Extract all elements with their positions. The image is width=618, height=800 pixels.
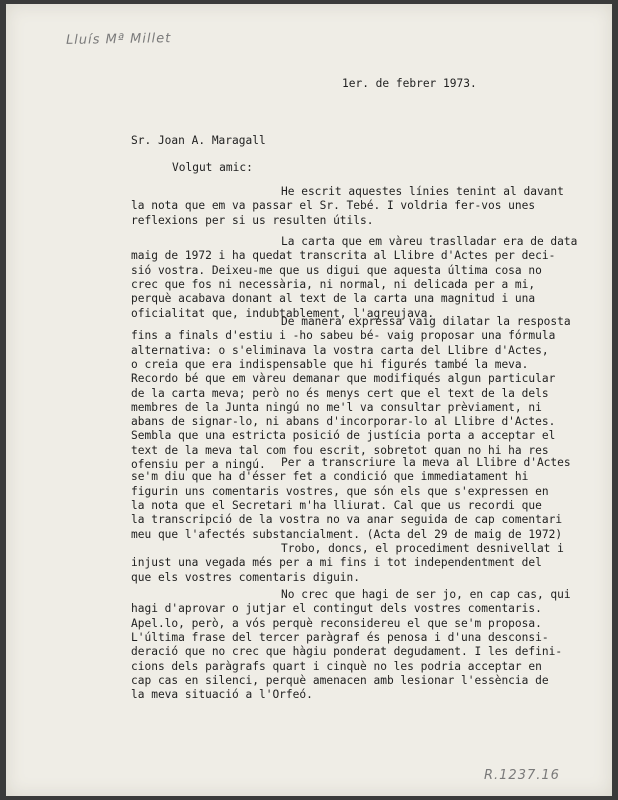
text-line: Per a transcriure la meva al Llibre d'Actes <box>281 456 571 469</box>
text-line: la transcripció de la vostra no va anar seguida de cap comentari <box>131 513 563 527</box>
text-line: ofensiu per a ningú. <box>131 458 266 471</box>
text-line: Recordo bé que em vàreu demanar que modifiqués algun particular <box>131 372 556 386</box>
text-line: No crec que hagi de ser jo, en cap cas, qui <box>281 588 571 601</box>
text-line: reflexions per si us resulten útils. <box>131 213 374 227</box>
text-line: Trobo, doncs, el procediment desnivellat i <box>281 542 564 555</box>
text-line: Apel.lo, però, a vós perquè reconsidereu el que se'm proposa. <box>131 616 542 630</box>
letter-date: 1er. de febrer 1973. <box>342 77 477 90</box>
text-line: crec que fos ni necessària, ni normal, ni delicada per a mi, <box>131 277 536 291</box>
text-line: alternativa: o s'eliminava la vostra carta del Llibre d'Actes, <box>131 343 549 357</box>
text-line: deració que no crec que hàgiu ponderat degudament. I les defini- <box>131 645 563 659</box>
text-line: perquè acabava donant al text de la carta una magnitud i una <box>131 292 536 306</box>
text-line: cap cas en silenci, perquè amenacen amb lesionar l'essència de <box>131 673 549 687</box>
text-line: Sembla que una estricta posició de justícia porta a acceptar el <box>131 429 556 443</box>
text-line: que els vostres comentaris diguin. <box>131 570 361 584</box>
text-line: se'm diu que ha d'ésser fet a condició que immediatament hi <box>131 470 529 484</box>
letter-text <box>6 4 612 796</box>
text-line: injust una vegada més per a mi fins i tot independentment del <box>131 556 542 570</box>
text-line: membres de la Junta ningú no me'l va consultar prèviament, ni <box>131 400 542 414</box>
text-line: cions dels paràgrafs quart i cinquè no les podria acceptar en <box>131 659 542 673</box>
text-line: meu que l'afectés substancialment. (Acta del 29 de maig de 1972) <box>131 527 563 541</box>
text-line: He escrit aquestes línies tenint al davant <box>281 185 564 198</box>
text-line: o creia que era indispensable que hi figurés també la meva. <box>131 357 529 371</box>
letter-page <box>6 4 612 796</box>
text-line: la meva situació a l'Orfeó. <box>131 688 313 702</box>
text-line: fins a finals d'estiu i -ho sabeu bé- vaig proposar una fórmula <box>131 329 556 343</box>
recipient-line: Sr. Joan A. Maragall <box>131 134 266 147</box>
text-line: abans de signar-lo, ni abans d'incorporar-lo al Llibre d'Actes. <box>131 415 556 429</box>
text-line: La carta que em vàreu traslladar era de data <box>281 235 578 248</box>
archive-reference: R.1237.16 <box>484 768 560 783</box>
greeting: Volgut amic: <box>172 161 253 174</box>
text-line: oficialitat que, indubtablement, l'agreujava. <box>131 306 435 320</box>
text-line: figurin uns comentaris vostres, que són els que s'expressen en <box>131 484 549 498</box>
text-line: sió vostra. Deixeu-me que us digui que aquesta última cosa no <box>131 263 542 277</box>
pencil-annotation: Lluís Mª Millet <box>65 31 172 48</box>
text-line: maig de 1972 i ha quedat transcrita al Llibre d'Actes per deci- <box>131 249 556 263</box>
text-line: la nota que em va passar el Sr. Tebé. I voldria fer-vos unes <box>131 199 536 213</box>
text-line: de la carta meva; però no és menys cert que el text de la dels <box>131 386 549 400</box>
text-line: la nota que el Secretari m'ha lliurat. Cal que us recordi que <box>131 498 542 512</box>
text-line: text de la meva tal com fou escrit, sobretot quan no hi ha res <box>131 443 549 457</box>
text-line: L'última frase del tercer paràgraf és penosa i d'una desconsi- <box>131 630 549 644</box>
text-line: De manera expressa vaig dilatar la resposta <box>281 315 571 328</box>
text-line: hagi d'aprovar o jutjar el contingut dels vostres comentaris. <box>131 602 542 616</box>
